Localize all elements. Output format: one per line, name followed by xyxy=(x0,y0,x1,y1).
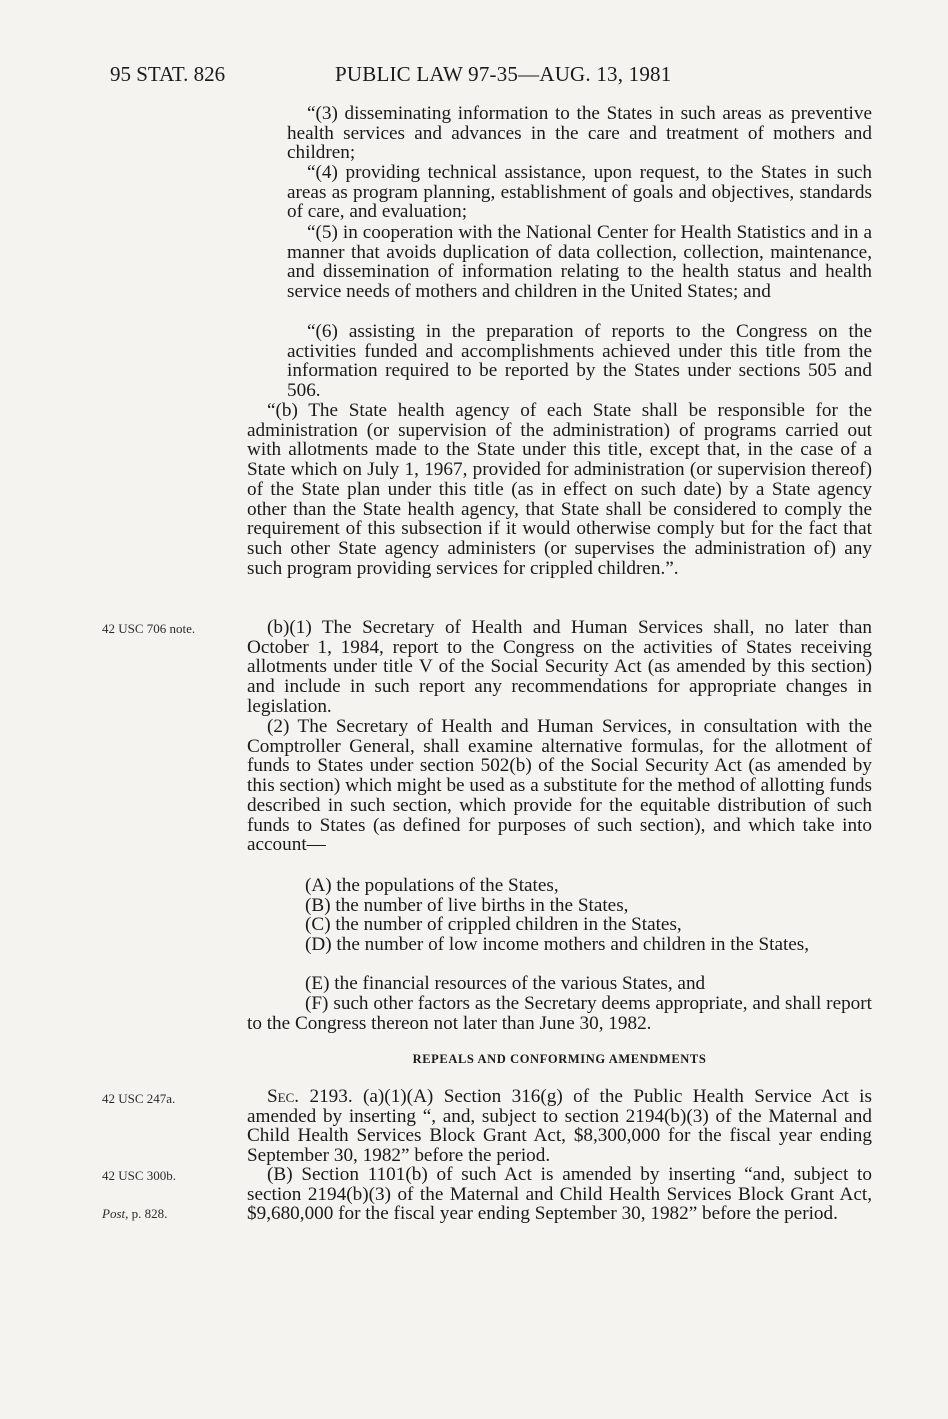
paragraph-6: “(6) assisting in the preparation of reports to the Congress on the activities funded and accomplishments achieved under this title from the information required to be reported by the States under sections 505 and 506. xyxy=(287,321,872,402)
item-c: (C) the number of crippled children in the States, xyxy=(305,914,682,935)
paragraph-4: “(4) providing technical assistance, upon request, to the States in such areas as program planning, establishment of goals and objectives, standards of care, and evaluation; xyxy=(287,162,872,223)
item-d: (D) the number of low income mothers and children in the States, xyxy=(305,934,810,955)
section-heading: REPEALS AND CONFORMING AMENDMENTS xyxy=(412,1052,707,1066)
section-2193-text: 2193. (a)(1)(A) Section 316(g) of the Public Health Service Act is amended by inserting “, and, subject to section 2194(b)(3) of the Maternal and Child Health Services Block Grant Act, $8,300,000 for the fiscal year ending September 30, 1982” before the period. xyxy=(247,1086,872,1167)
section-label: Sec. xyxy=(267,1086,300,1107)
paragraph-b1: (b)(1) The Secretary of Health and Human Services shall, no later than October 1, 1984, report to the Congress on the activities of States receiving allotments under title V of the Social Security Act (as amended by this section) and include in such report any recommendations for appropriate changes in legislation. xyxy=(247,617,872,717)
margin-note-42-usc-706: 42 USC 706 note. xyxy=(102,621,196,636)
item-f: (F) such other factors as the Secretary deems appropriate, and shall report to the Congress thereon not later than June 30, 1982. xyxy=(247,993,872,1034)
running-title: PUBLIC LAW 97-35—AUG. 13, 1981 xyxy=(335,62,672,86)
paragraph-B: (B) Section 1101(b) of such Act is amended by inserting “and, subject to section 2194(b)(3) of the Maternal and Child Health Services Block Grant Act, $9,680,000 for the fiscal year ending September 30, 1982” before the period. xyxy=(247,1164,872,1225)
stat-page-number: 95 STAT. 826 xyxy=(110,62,226,86)
margin-note-42-usc-247a: 42 USC 247a. xyxy=(102,1091,176,1106)
post-italic: Post, xyxy=(102,1206,129,1221)
post-page: p. 828. xyxy=(128,1206,168,1221)
margin-note-42-usc-300b: 42 USC 300b. xyxy=(102,1168,177,1183)
page-header xyxy=(0,62,948,92)
paragraph-b: “(b) The State health agency of each State shall be responsible for the administration (or supervision of the administration) of programs carried out with allotments made to the State under this title, except that, in the case of a State which on July 1, 1967, provided for administration (or supervision thereof) of the State plan under this title (as in effect on such date) by a State agency other than the State health agency, that State shall be considered to comply the requirement of this subsection if it would otherwise comply but for the fact that such other State agency administers (or supervises the administration of) any such program providing services for crippled children.”. xyxy=(247,400,872,579)
paragraph-2: (2) The Secretary of Health and Human Services, in consultation with the Comptroller General, shall examine alternative formulas, for the allotment of funds to States under section 502(b) of the Social Security Act (as amended by this section) which might be used as a substitute for the method of allotting funds described in such section, which provide for the equitable distribution of such funds to States (as defined for purposes of such section), and which take into account— xyxy=(247,716,872,856)
section-2193 xyxy=(247,1087,872,1166)
margin-note-post xyxy=(102,1206,167,1222)
item-a: (A) the populations of the States, xyxy=(305,875,559,896)
item-b: (B) the number of live births in the States, xyxy=(305,895,629,916)
item-e: (E) the financial resources of the various States, and xyxy=(305,973,706,994)
paragraph-5: “(5) in cooperation with the National Center for Health Statistics and in a manner that avoids duplication of data collection, collection, maintenance, and dissemination of information relating to the health status and health service needs of mothers and children in the United States; and xyxy=(287,222,872,303)
paragraph-3: “(3) disseminating information to the States in such areas as preventive health services and advances in the care and treatment of mothers and children; xyxy=(287,103,872,164)
